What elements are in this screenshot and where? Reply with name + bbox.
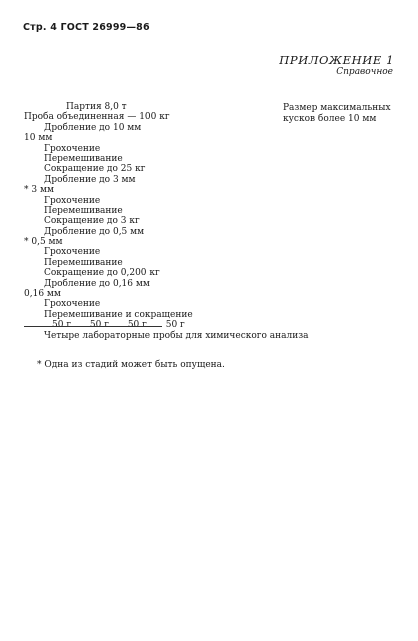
scheme-screening: Грохочение xyxy=(44,143,101,154)
scheme-lab-samples: Четыре лабораторные пробы для химического анализа xyxy=(44,330,309,341)
scheme-screening-2: Грохочение xyxy=(44,195,101,206)
scheme-size-3: * 3 мм xyxy=(24,185,54,196)
scheme-mixing-2: Перемешивание xyxy=(44,205,123,216)
appendix-subtitle: Справочное xyxy=(336,67,393,77)
sample-mass: 50 г xyxy=(165,320,185,331)
scheme-reduce-25: Сокращение до 25 кг xyxy=(44,164,146,175)
scheme-crush-016: Дробление до 0,16 мм xyxy=(44,278,150,289)
scheme-screening-3: Грохочение xyxy=(44,247,101,258)
scheme-crush-05: Дробление до 0,5 мм xyxy=(44,226,145,237)
sample-mass: 50 г xyxy=(52,320,72,331)
scheme-combined-sample: Проба объединенная — 100 кг xyxy=(24,112,170,123)
sample-mass: 50 г xyxy=(89,320,109,331)
footnote-divider xyxy=(24,326,162,327)
scheme-batch: Партия 8,0 т xyxy=(66,102,127,112)
max-size-note-line1: Размер максимальных xyxy=(283,103,391,113)
appendix-title: ПРИЛОЖЕНИЕ 1 xyxy=(279,53,394,67)
scheme-mixing-3: Перемешивание xyxy=(44,257,123,268)
scheme-screening-4: Грохочение xyxy=(44,299,101,310)
scheme-reduce-3: Сокращение до 3 кг xyxy=(44,216,140,227)
scheme-reduce-0200: Сокращение до 0,200 кг xyxy=(44,268,160,279)
scheme-mixing: Перемешивание xyxy=(44,153,123,164)
scheme-size-016: 0,16 мм xyxy=(24,289,61,300)
footnote: * Одна из стадий может быть опущена. xyxy=(37,360,225,370)
scheme-mix-reduce: Перемешивание и сокращение xyxy=(44,309,193,320)
sample-mass: 50 г xyxy=(127,320,147,331)
page-header: Стр. 4 ГОСТ 26999—86 xyxy=(23,22,150,33)
scheme-size-05: * 0,5 мм xyxy=(24,237,63,248)
max-size-note-line2: кусков более 10 мм xyxy=(283,113,377,124)
scheme-crush-3: Дробление до 3 мм xyxy=(44,174,136,185)
scheme-crush-10: Дробление до 10 мм xyxy=(44,122,142,133)
sampling-scheme xyxy=(24,102,309,341)
scheme-size-10: 10 мм xyxy=(24,133,53,144)
